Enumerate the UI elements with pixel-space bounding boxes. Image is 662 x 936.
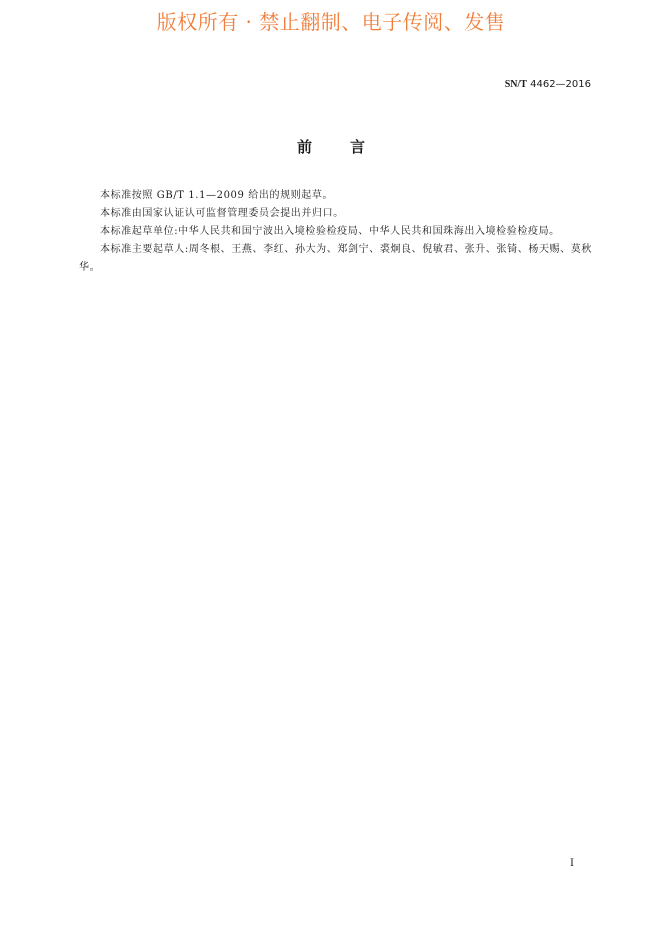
foreword-body <box>79 187 592 277</box>
paragraph-proposer: 本标准由国家认证认可监督管理委员会提出并归口。 <box>100 208 344 219</box>
standard-code-prefix: SN/T <box>504 79 527 90</box>
page-title: 前言 <box>296 138 403 156</box>
standard-code <box>505 79 591 90</box>
standard-code-number: 4462—2016 <box>526 79 591 90</box>
paragraph-drafting-units: 本标准起草单位:中华人民共和国宁波出入境检验检疫局、中华人民共和国珠海出入境检验检疫局。 <box>100 226 560 237</box>
copyright-watermark: 版权所有 · 禁止翻制、电子传阅、发售 <box>156 10 506 34</box>
paragraph-drafting-rules: 本标准按照 GB/T 1.1—2009 给出的规则起草。 <box>100 190 334 201</box>
page-number: I <box>570 858 574 869</box>
paragraph-drafters: 本标准主要起草人:周冬根、王燕、李红、孙大为、郑剑宁、裘炯良、倪敏君、张升、张锜、杨天赐、莫秋华。 <box>79 244 592 273</box>
